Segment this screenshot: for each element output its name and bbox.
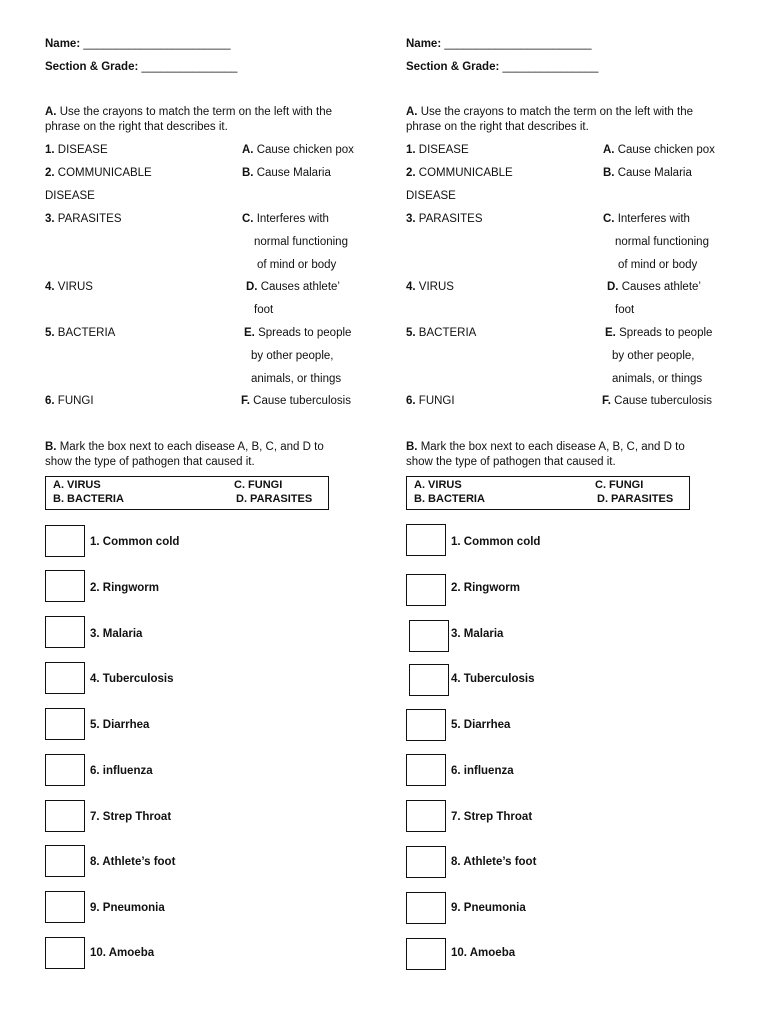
term-number: 6.	[406, 395, 416, 407]
phrase-text: Cause chicken pox	[617, 144, 715, 156]
part-a-text: Use the crayons to match the term on the left with the phrase on the right that describes it.	[45, 106, 333, 133]
term-3	[45, 212, 122, 226]
phrase-text: Causes athlete’	[621, 281, 701, 293]
term-2-line-2: DISEASE	[406, 190, 456, 202]
key-bacteria: B. BACTERIA	[414, 493, 485, 505]
phrase-e-line-3: animals, or things	[251, 373, 342, 385]
term-number: 3.	[45, 213, 55, 225]
term-number: 1.	[45, 144, 55, 156]
term-4	[406, 280, 454, 294]
phrase-text: Interferes with	[617, 213, 690, 225]
phrase-b	[603, 166, 692, 180]
disease-label: 6. influenza	[451, 765, 514, 777]
disease-label: 2. Ringworm	[451, 582, 521, 594]
part-b-instructions	[45, 440, 345, 470]
disease-label: 8. Athlete’s foot	[90, 856, 176, 868]
answer-checkbox[interactable]	[45, 845, 85, 877]
term-number: 1.	[406, 144, 416, 156]
phrase-letter: F.	[241, 395, 250, 407]
part-b-letter: B.	[406, 441, 418, 453]
part-a-letter: A.	[45, 106, 57, 118]
term-number: 2.	[406, 167, 416, 179]
term-number: 5.	[45, 327, 55, 339]
term-2-line-2: DISEASE	[45, 190, 95, 202]
disease-label: 2. Ringworm	[90, 582, 160, 594]
answer-checkbox[interactable]	[406, 938, 446, 970]
key-virus: A. VIRUS	[53, 479, 101, 491]
term-text: VIRUS	[57, 281, 93, 293]
term-number: 4.	[45, 281, 55, 293]
disease-label: 4. Tuberculosis	[451, 673, 535, 685]
name-label: Name:	[406, 38, 442, 50]
term-text: FUNGI	[57, 395, 94, 407]
section-grade-line	[406, 60, 598, 74]
disease-label: 1. Common cold	[90, 536, 180, 548]
term-text: PARASITES	[57, 213, 122, 225]
phrase-letter: D.	[607, 281, 619, 293]
term-4	[45, 280, 93, 294]
part-b-letter: B.	[45, 441, 57, 453]
disease-label: 5. Diarrhea	[451, 719, 511, 731]
term-3	[406, 212, 483, 226]
part-a-instructions	[406, 105, 706, 135]
phrase-e	[605, 326, 712, 340]
term-text: DISEASE	[57, 144, 108, 156]
key-fungi: C. FUNGI	[234, 479, 283, 491]
key-parasites: D. PARASITES	[597, 493, 674, 505]
part-b-text: Mark the box next to each disease A, B, C, and D to show the type of pathogen that caused it.	[45, 441, 324, 468]
answer-checkbox[interactable]	[406, 524, 446, 556]
phrase-b	[242, 166, 331, 180]
answer-checkbox[interactable]	[45, 616, 85, 648]
phrase-text: Cause Malaria	[617, 167, 692, 179]
phrase-letter: C.	[242, 213, 254, 225]
answer-checkbox[interactable]	[45, 754, 85, 786]
phrase-c	[603, 212, 690, 226]
phrase-c-line-3: of mind or body	[257, 259, 337, 271]
phrase-letter: F.	[602, 395, 611, 407]
phrase-letter: A.	[603, 144, 615, 156]
answer-checkbox[interactable]	[45, 570, 85, 602]
phrase-e-line-2: by other people,	[612, 350, 695, 362]
pathogen-key-box	[406, 476, 690, 510]
section-grade-label: Section & Grade:	[406, 61, 500, 73]
disease-label: 7. Strep Throat	[451, 811, 533, 823]
term-text: PARASITES	[418, 213, 483, 225]
answer-checkbox[interactable]	[409, 620, 449, 652]
term-1	[406, 143, 469, 157]
part-b-text: Mark the box next to each disease A, B, C, and D to show the type of pathogen that caused it.	[406, 441, 685, 468]
answer-checkbox[interactable]	[45, 662, 85, 694]
answer-checkbox[interactable]	[406, 892, 446, 924]
phrase-letter: D.	[246, 281, 258, 293]
term-2	[45, 166, 152, 180]
term-text: BACTERIA	[418, 327, 477, 339]
phrase-letter: B.	[242, 167, 254, 179]
phrase-letter: C.	[603, 213, 615, 225]
phrase-d	[607, 280, 701, 294]
part-b-instructions	[406, 440, 706, 470]
phrase-e-line-3: animals, or things	[612, 373, 703, 385]
key-parasites: D. PARASITES	[236, 493, 313, 505]
name-blank: _______________________	[83, 38, 231, 50]
pathogen-key-box	[45, 476, 329, 510]
phrase-letter: A.	[242, 144, 254, 156]
answer-checkbox[interactable]	[406, 846, 446, 878]
section-grade-line	[45, 60, 237, 74]
phrase-d-line-2: foot	[615, 304, 635, 316]
term-text: VIRUS	[418, 281, 454, 293]
phrase-text: Cause chicken pox	[256, 144, 354, 156]
term-6	[406, 394, 455, 408]
phrase-text: Cause tuberculosis	[614, 395, 712, 407]
disease-label: 5. Diarrhea	[90, 719, 150, 731]
disease-label: 10. Amoeba	[451, 947, 516, 959]
answer-checkbox[interactable]	[406, 574, 446, 606]
disease-label: 4. Tuberculosis	[90, 673, 174, 685]
answer-checkbox[interactable]	[45, 525, 85, 557]
worksheet-copy-left	[45, 0, 385, 1024]
section-grade-blank: _______________	[141, 61, 238, 73]
name-blank: _______________________	[444, 38, 592, 50]
disease-label: 9. Pneumonia	[451, 902, 526, 914]
disease-label: 10. Amoeba	[90, 947, 155, 959]
term-6	[45, 394, 94, 408]
answer-checkbox[interactable]	[45, 800, 85, 832]
phrase-f	[241, 394, 351, 408]
part-a-text: Use the crayons to match the term on the left with the phrase on the right that describes it.	[406, 106, 694, 133]
phrase-d	[246, 280, 340, 294]
term-number: 4.	[406, 281, 416, 293]
term-text: COMMUNICABLE	[57, 167, 152, 179]
disease-label: 1. Common cold	[451, 536, 541, 548]
phrase-text: Cause tuberculosis	[253, 395, 351, 407]
disease-label: 6. influenza	[90, 765, 153, 777]
name-line	[45, 37, 230, 51]
phrase-text: Spreads to people	[619, 327, 713, 339]
phrase-c-line-2: normal functioning	[254, 236, 348, 248]
term-text: COMMUNICABLE	[418, 167, 513, 179]
part-a-instructions	[45, 105, 345, 135]
term-number: 3.	[406, 213, 416, 225]
phrase-text: Spreads to people	[258, 327, 352, 339]
disease-label: 8. Athlete’s foot	[451, 856, 537, 868]
phrase-c-line-3: of mind or body	[618, 259, 698, 271]
phrase-f	[602, 394, 712, 408]
phrase-e-line-2: by other people,	[251, 350, 334, 362]
term-5	[406, 326, 476, 340]
phrase-e	[244, 326, 351, 340]
name-label: Name:	[45, 38, 81, 50]
term-number: 6.	[45, 395, 55, 407]
answer-checkbox[interactable]	[45, 937, 85, 969]
answer-checkbox[interactable]	[45, 708, 85, 740]
phrase-a	[603, 143, 715, 157]
term-text: FUNGI	[418, 395, 455, 407]
answer-checkbox[interactable]	[406, 709, 446, 741]
phrase-c-line-2: normal functioning	[615, 236, 709, 248]
phrase-letter: E.	[605, 327, 616, 339]
phrase-letter: E.	[244, 327, 255, 339]
answer-checkbox[interactable]	[45, 891, 85, 923]
phrase-d-line-2: foot	[254, 304, 274, 316]
term-number: 5.	[406, 327, 416, 339]
term-text: BACTERIA	[57, 327, 116, 339]
term-5	[45, 326, 115, 340]
term-1	[45, 143, 108, 157]
phrase-a	[242, 143, 354, 157]
section-grade-label: Section & Grade:	[45, 61, 139, 73]
key-bacteria: B. BACTERIA	[53, 493, 124, 505]
disease-label: 9. Pneumonia	[90, 902, 165, 914]
phrase-text: Interferes with	[256, 213, 329, 225]
key-virus: A. VIRUS	[414, 479, 462, 491]
section-grade-blank: _______________	[502, 61, 599, 73]
phrase-letter: B.	[603, 167, 615, 179]
answer-checkbox[interactable]	[409, 664, 449, 696]
answer-checkbox[interactable]	[406, 800, 446, 832]
disease-label: 3. Malaria	[451, 628, 504, 640]
phrase-text: Causes athlete’	[260, 281, 340, 293]
name-line	[406, 37, 591, 51]
disease-label: 7. Strep Throat	[90, 811, 172, 823]
disease-label: 3. Malaria	[90, 628, 143, 640]
term-number: 2.	[45, 167, 55, 179]
phrase-text: Cause Malaria	[256, 167, 331, 179]
worksheet-copy-right	[406, 0, 746, 1024]
key-fungi: C. FUNGI	[595, 479, 644, 491]
part-a-letter: A.	[406, 106, 418, 118]
term-2	[406, 166, 513, 180]
term-text: DISEASE	[418, 144, 469, 156]
answer-checkbox[interactable]	[406, 754, 446, 786]
phrase-c	[242, 212, 329, 226]
